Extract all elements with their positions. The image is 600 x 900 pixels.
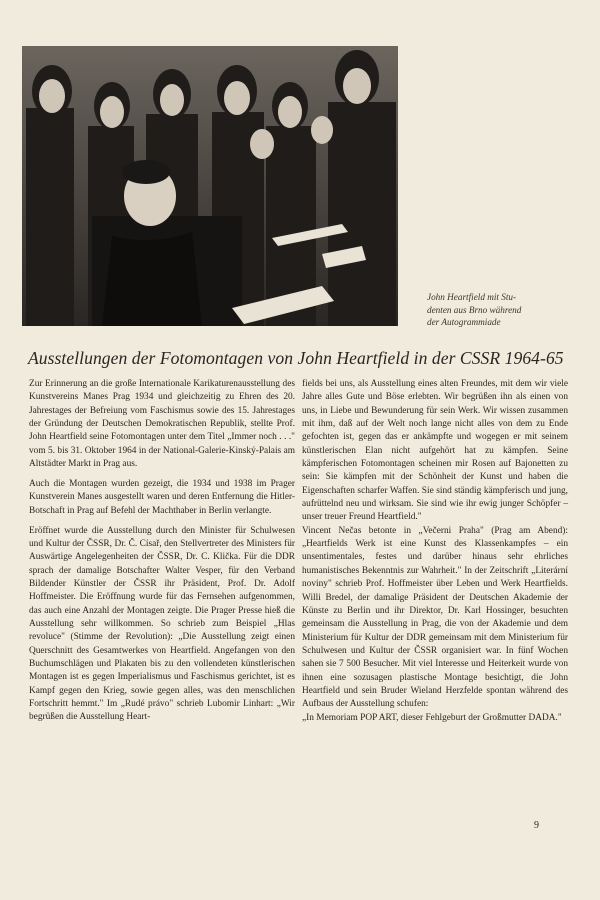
paragraph: „In Memoriam POP ART, dieser Fehlgeburt der Großmutter DADA." (302, 712, 562, 723)
paragraph: Auch die Montagen wurden gezeigt, die 1934 und 1938 im Prager Kunstverein Manes ausgestellt waren und deren Entfernung die Hitler-Botschaft in Prag auf Befehl der Machthaber in Berlin verlangte. (29, 479, 295, 516)
right-text-column (302, 378, 568, 732)
paragraph: Eröffnet wurde die Ausstellung durch den Minister für Schulwesen und Kultur der ČSSR, Dr. Č. Císař, den Stellvertreter des Ministers für Auswärtige Angelegenheiten der ČSSR, Dr. C. Klička. Für die DDR sprach der damalige Botschafter Walter Vesper, für den Verband Bildender Künstler der ČSSR ihr Präsident, Prof. Dr. Adolf Hoffmeister. Die Eröffnung wurde für das Fernsehen aufgenommen, das auch eine Anzahl der Montagen zeigte. Die Prager Presse hieß die Ausstellung sehr willkommen. So schrieb zum Beispiel „Hlas revoluce" (Stimme der Revolution): „Die Ausstellung zeigt einen Querschnitt des Gesamtwerkes von Heartfield. Angefangen von den Buchumschlägen und Plakaten bis zu den vollendeten künstlerischen Montagen ist es gegen Imperialismus und Faschismus gerichtet, ist es Kampf gegen den Krieg, sowie gegen alles, was den menschlichen Fortschritt hemmt." Im „Rudé právo" schrieb Lubomir Linhart: „Wir begrüßen die Ausstellung Heart- (29, 525, 295, 723)
paragraph: Vincent Nečas betonte in „Večerni Praha" (Prag am Abend): „Heartfields Werk ist eine Kunst des Klassenkampfes – ein unsentimentales, festes und darüber hinaus sehr ehrliches humanistisches Bekenntnis zur Wahrheit." In der Zeitschrift „Literární noviny" schrieb Prof. Hoffmeister über Leben und Werk Heartfields. Willi Bredel, der damalige Präsident der Deutschen Akademie der Künste zu Berlin und ihr Direktor, Dr. Karl Hossinger, besuchten gemeinsam die Ausstellung in Prag, die von der Akademie und dem Ministerium für Kultur der DDR gemeinsam mit dem Ministerium für Schulwesen und Kultur der ČSSR organisiert war. In fünf Wochen sahen sie 7 500 Besucher. Mit viel Interesse und Heiterkeit wurde von ihnen eine sozusagen plastische Montage besichtigt, die John Heartfield und sein Bruder Wieland Herzfelde spontan während des Aufbaus der Ausstellung schufen: (302, 525, 568, 710)
photo-caption (427, 291, 557, 329)
article-headline: Ausstellungen der Fotomontagen von John Heartfield in der CSSR 1964-65 (28, 348, 564, 368)
photo-illustration (22, 46, 398, 326)
left-text-column (29, 378, 295, 731)
caption-line: der Autogrammiade (427, 317, 501, 327)
paragraph: fields bei uns, als Ausstellung eines alten Freundes, mit dem wir viele Jahre alles Gute und Böse erlebten. Wir begrüßen ihn als einen von uns, in Liebe und Bewunderung für sein Werk. Wir wissen zusammen mit ihm, daß auf der Welt noch lange nicht alles von dem zu Ende gefochten ist, gegen das er ankämpfte und wogegen er mit seinem künstlerischen Elan nicht aufgehört hat zu kämpfen. Seine kämpferischen Fotomontagen scheinen mir Rosen auf Bajonetten zu sein: Sie kämpfen mit der Schönheit der Kunst und haben die Eigenschaften scharfer Waffen. Sie sind ständig kämpferisch und jung, aufrüttelnd neu und wirksam. Sie sind wie ihr ewig junger Schöpfer – unser treuer Freund Heartfield." (302, 379, 568, 523)
caption-line: John Heartfield mit Stu- (427, 292, 517, 302)
caption-line: denten aus Brno während (427, 304, 522, 315)
photograph-heartfield-with-students (22, 46, 398, 326)
paragraph: Zur Erinnerung an die große Internationale Karikaturenausstellung des Kunstvereins Manes Prag 1934 und gleichzeitig zu Ehren des 20. Jahrestages der Befreiung vom Faschismus sowie des 15. Jahrestages der Gründung der Deutschen Demokratischen Republik, stellte Prof. John Heartfield seine Fotomontagen unter dem Titel „Immer noch . . ." vom 5. bis 31. Oktober 1964 in der National-Galerie-Kinský-Palais am Altstädter Markt in Prag aus. (29, 379, 295, 470)
page-number: 9 (534, 820, 539, 831)
